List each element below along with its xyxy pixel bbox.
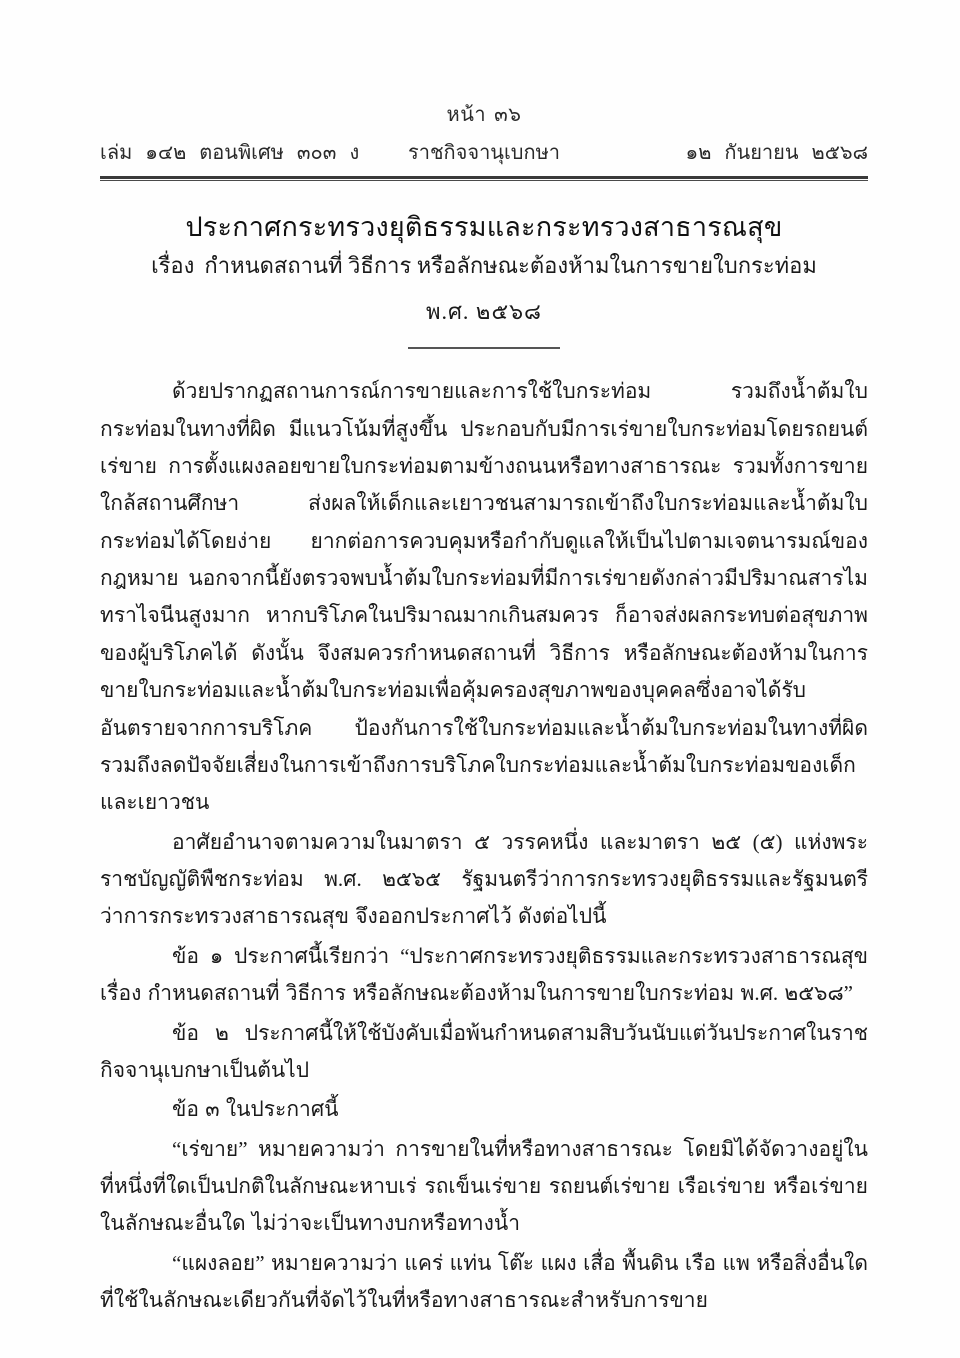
date-year: ๒๕๖๘ bbox=[811, 142, 868, 164]
document-body bbox=[100, 373, 868, 1319]
subject-lead-label: เรื่อง bbox=[151, 253, 195, 279]
header-row-inner bbox=[100, 136, 868, 168]
gazette-name: ราชกิจจานุเบกษา bbox=[407, 142, 561, 164]
date-day: ๑๒ bbox=[685, 142, 712, 164]
document-subject-line bbox=[100, 251, 868, 282]
title-divider bbox=[408, 347, 560, 349]
page-content-column bbox=[100, 0, 868, 1322]
paragraph-legal-authority: อาศัยอำนาจตามความในมาตรา ๕ วรรคหนึ่ง และมาตรา ๒๕ (๕) แห่งพระราชบัญญัติพืชกระท่อม พ.ศ. ๒๕๖๕ รัฐมนตรีว่าการกระทรวงยุติธรรมและรัฐมนตรีว่าการกระทรวงสาธารณสุข จึงออกประกาศไว้ ดังต่อไปนี้ bbox=[100, 829, 868, 929]
header-divider-thick bbox=[100, 176, 868, 179]
paragraph-preamble: ด้วยปรากฏสถานการณ์การขายและการใช้ใบกระท่อม รวมถึงน้ำต้มใบกระท่อมในทางที่ผิด มีแนวโน้มที่สูงขึ้น ประกอบกับมีการเร่ขายใบกระท่อมโดยรถยนต์เร่ขาย การตั้งแผงลอยขายใบกระท่อมตามข้างถนนหรือทางสาธารณะ รวมทั้งการขายใกล้สถานศึกษา ส่งผลให้เด็กและเยาวชนสามารถเข้าถึงใบกระท่อมและน้ำต้มใบกระท่อมได้โดยง่าย ยากต่อการควบคุมหรือกำกับดูแลให้เป็นไปตามเจตนารมณ์ของกฎหมาย นอกจากนี้ยังตรวจพบน้ำต้มใบกระท่อมที่มีการเร่ขายดังกล่าวมีปริมาณสารไมทราไจนีนสูงมาก หากบริโภคในปริมาณมากเกินสมควร ก็อาจส่งผลกระทบต่อสุขภาพของผู้บริโภคได้ ดังนั้น จึงสมควรกำหนดสถานที่ วิธีการ หรือลักษณะต้องห้ามในการขายใบกระท่อมและน้ำต้มใบกระท่อมเพื่อคุ้มครองสุขภาพของบุคคลซึ่งอาจได้รับอันตรายจากการบริโภค ป้องกันการใช้ใบกระท่อมและน้ำต้มใบกระท่อมในทางที่ผิด รวมถึงลดปัจจัยเสี่ยงในการเข้าถึงการบริโภคใบกระท่อมและน้ำต้มใบกระท่อมของเด็กและเยาวชน bbox=[100, 379, 868, 815]
definition-stall: “แผงลอย” หมายความว่า แคร่ แท่น โต๊ะ แผง เสื่อ พื้นดิน เรือ แพ หรือสิ่งอื่นใดที่ใช้ในลักษณะเดียวกันที่จัดไว้ในที่หรือทางสาธารณะสำหรับการขาย bbox=[100, 1250, 868, 1313]
document-year: พ.ศ. ๒๕๖๘ bbox=[425, 299, 543, 325]
header-date-group bbox=[686, 136, 868, 168]
document-subject: กำหนดสถานที่ วิธีการ หรือลักษณะต้องห้ามในการขายใบกระท่อม bbox=[204, 253, 817, 279]
issue-number: ๓๐๓ bbox=[296, 142, 337, 164]
page-number: ๓๖ bbox=[494, 104, 522, 126]
page-label: หน้า bbox=[446, 104, 487, 126]
clause-2: ข้อ ๒ ประกาศนี้ให้ใช้บังคับเมื่อพ้นกำหนดสามสิบวันนับแต่วันประกาศในราชกิจจานุเบกษาเป็นต้นไป bbox=[100, 1020, 868, 1082]
issue-label: ตอนพิเศษ bbox=[199, 142, 284, 164]
page-number-line bbox=[100, 98, 868, 130]
document-title: ประกาศกระทรวงยุติธรรมและกระทรวงสาธารณสุข bbox=[185, 212, 783, 242]
issue-suffix: ง bbox=[349, 142, 360, 164]
header-volume-group bbox=[100, 136, 359, 168]
header-divider bbox=[100, 176, 868, 181]
gazette-running-header bbox=[100, 0, 868, 181]
definition-hawking: “เร่ขาย” หมายความว่า การขายในที่หรือทางสาธารณะ โดยมิได้จัดวางอยู่ในที่หนึ่งที่ใดเป็นปกติในลักษณะหาบเร่ รถเข็นเร่ขาย รถยนต์เร่ขาย เรือเร่ขาย หรือเร่ขายในลักษณะอื่นใด ไม่ว่าจะเป็นทางบกหรือทางน้ำ bbox=[100, 1136, 868, 1236]
clause-1: ข้อ ๑ ประกาศนี้เรียกว่า “ประกาศกระทรวงยุติธรรมและกระทรวงสาธารณสุข เรื่อง กำหนดสถานที่ วิธีการ หรือลักษณะต้องห้ามในการขายใบกระท่อม พ.ศ. ๒๕๖๘” bbox=[100, 943, 868, 1006]
volume-label: เล่ม bbox=[100, 142, 133, 164]
header-row bbox=[100, 136, 868, 168]
clause-3: ข้อ ๓ ในประกาศนี้ bbox=[172, 1097, 339, 1122]
volume-number: ๑๔๒ bbox=[145, 142, 187, 164]
date-month: กันยายน bbox=[724, 142, 799, 164]
header-divider-thin bbox=[100, 180, 868, 181]
document-title-block bbox=[100, 209, 868, 349]
